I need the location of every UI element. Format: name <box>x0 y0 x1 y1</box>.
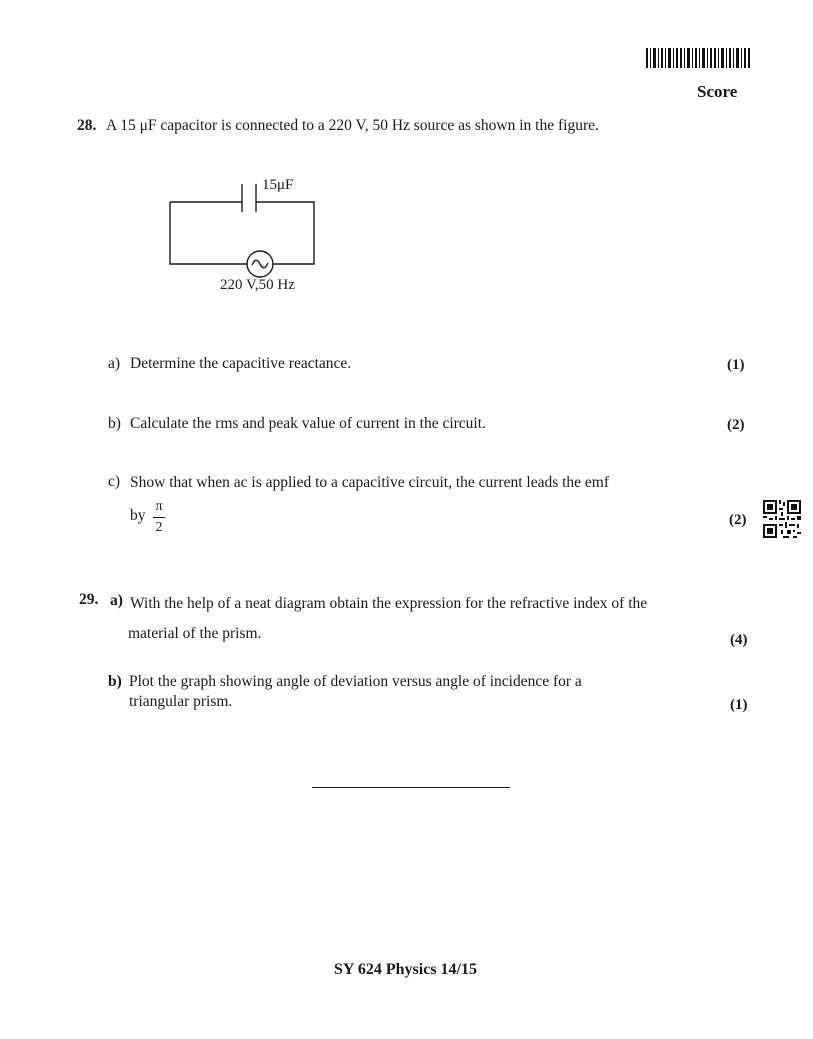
end-rule <box>312 787 510 788</box>
fraction-bar <box>153 517 165 518</box>
page-footer: SY 624 Physics 14/15 <box>334 961 477 978</box>
fraction-denominator: 2 <box>155 520 163 535</box>
sine-wave-icon <box>252 260 268 268</box>
circuit-wire <box>256 202 314 264</box>
marks: (2) <box>727 417 745 433</box>
circuit-wire <box>170 202 247 264</box>
part-label: b) <box>108 673 122 690</box>
part-text-continued: triangular prism. <box>129 693 233 710</box>
fraction-pi-over-2 <box>153 500 165 535</box>
marks: (4) <box>730 632 748 648</box>
part-text-continued: by <box>130 507 146 524</box>
part-text: Calculate the rms and peak value of current in the circuit. <box>130 415 486 432</box>
part-label: a) <box>108 355 121 372</box>
part-text: Show that when ac is applied to a capacitive circuit, the current leads the emf <box>130 474 610 491</box>
part-label: c) <box>108 473 121 490</box>
part-text: With the help of a neat diagram obtain the expression for the refractive index of the <box>130 595 648 612</box>
score-label: Score <box>697 82 738 101</box>
part-label: a) <box>110 592 123 609</box>
question-number: 28. <box>77 117 97 134</box>
qr-code <box>763 500 801 538</box>
marks: (2) <box>729 512 747 528</box>
source-label: 220 V,50 Hz <box>220 277 295 293</box>
fraction-numerator: π <box>155 499 163 514</box>
question-text: A 15 μF capacitor is connected to a 220 V, 50 Hz source as shown in the figure. <box>106 117 599 134</box>
part-text: Determine the capacitive reactance. <box>130 355 352 372</box>
barcode <box>646 48 750 68</box>
capacitor-label: 15μF <box>262 177 294 193</box>
marks: (1) <box>730 697 748 713</box>
part-text-continued: material of the prism. <box>128 625 262 642</box>
part-label: b) <box>108 415 121 432</box>
marks: (1) <box>727 357 745 373</box>
question-number: 29. <box>79 591 99 608</box>
part-text: Plot the graph showing angle of deviation versus angle of incidence for a <box>129 673 582 690</box>
